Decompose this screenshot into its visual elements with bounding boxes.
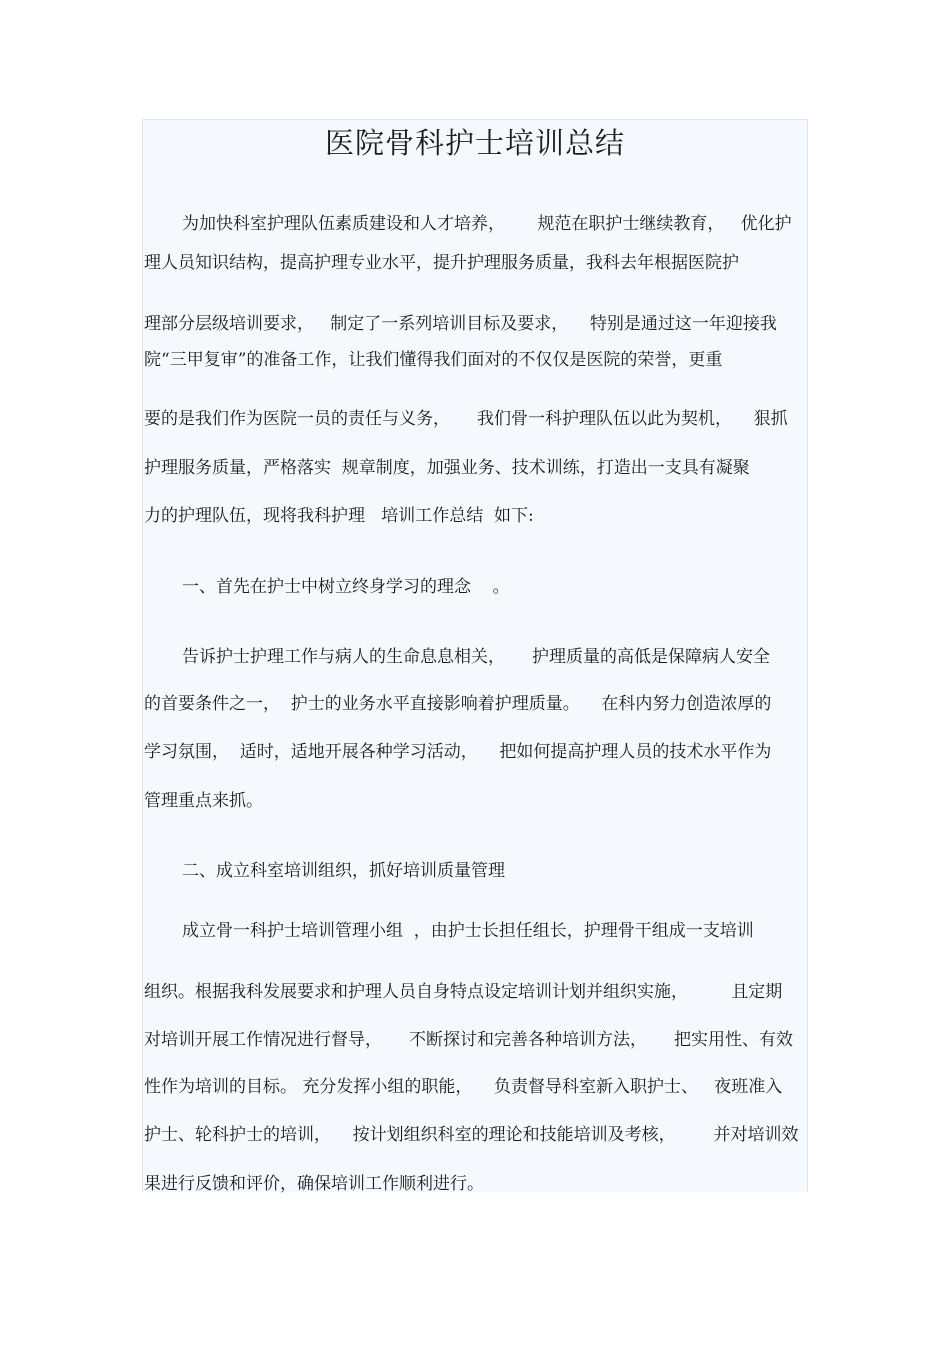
- section-heading-2: 二、成立科室培训组织，抓好培训质量管理: [182, 861, 505, 881]
- paragraph-line: 的首要条件之一， 护士的业务水平直接影响着护理质量。 在科内努力创造浓厚的: [144, 694, 772, 714]
- paragraph-line: 理部分层级培训要求， 制定了一系列培训目标及要求， 特别是通过这一年迎接我: [144, 314, 777, 334]
- paragraph-line: 力的护理队伍，现将我科护理 培训工作总结 如下:: [144, 506, 534, 526]
- document-title: 医院骨科护士培训总结: [324, 126, 625, 160]
- paragraph-line: 学习氛围， 适时，适地开展各种学习活动， 把如何提高护理人员的技术水平作为: [144, 742, 772, 762]
- section-heading-1: 一、首先在护士中树立终身学习的理念 。: [182, 577, 510, 597]
- paragraph-line: 组织。根据我科发展要求和护理人员自身特点设定培训计划并组织实施， 且定期: [144, 982, 783, 1002]
- paragraph-line: 院“三甲复审”的准备工作，让我们懂得我们面对的不仅仅是医院的荣誉，更重: [144, 350, 723, 370]
- paragraph-line: 理人员知识结构，提高护理专业水平，提升护理服务质量，我科去年根据医院护: [144, 253, 739, 273]
- paragraph-line: 对培训开展工作情况进行督导， 不断探讨和完善各种培训方法， 把实用性、有效: [144, 1030, 794, 1050]
- paragraph-line: 要的是我们作为医院一员的责任与义务， 我们骨一科护理队伍以此为契机， 狠抓: [144, 409, 788, 429]
- paragraph-line: 护士、轮科护士的培训， 按计划组织科室的理论和技能培训及考核， 并对培训效: [144, 1125, 799, 1145]
- paragraph-line: 护理服务质量，严格落实 规章制度，加强业务、技术训练，打造出一支具有凝聚: [144, 458, 750, 478]
- paragraph-line: 果进行反馈和评价，确保培训工作顺利进行。: [144, 1174, 484, 1194]
- paragraph-line: 成立骨一科护士培训管理小组 ，由护士长担任组长，护理骨干组成一支培训: [182, 921, 754, 941]
- paragraph-line: 性作为培训的目标。 充分发挥小组的职能， 负责督导科室新入职护士、 夜班准入: [144, 1077, 783, 1097]
- paragraph-line: 管理重点来抓。: [144, 791, 263, 811]
- paragraph-line: 告诉护士护理工作与病人的生命息息相关， 护理质量的高低是保障病人安全: [182, 647, 771, 667]
- paragraph-line: 为加快科室护理队伍素质建设和人才培养， 规范在职护士继续教育， 优化护: [182, 214, 792, 234]
